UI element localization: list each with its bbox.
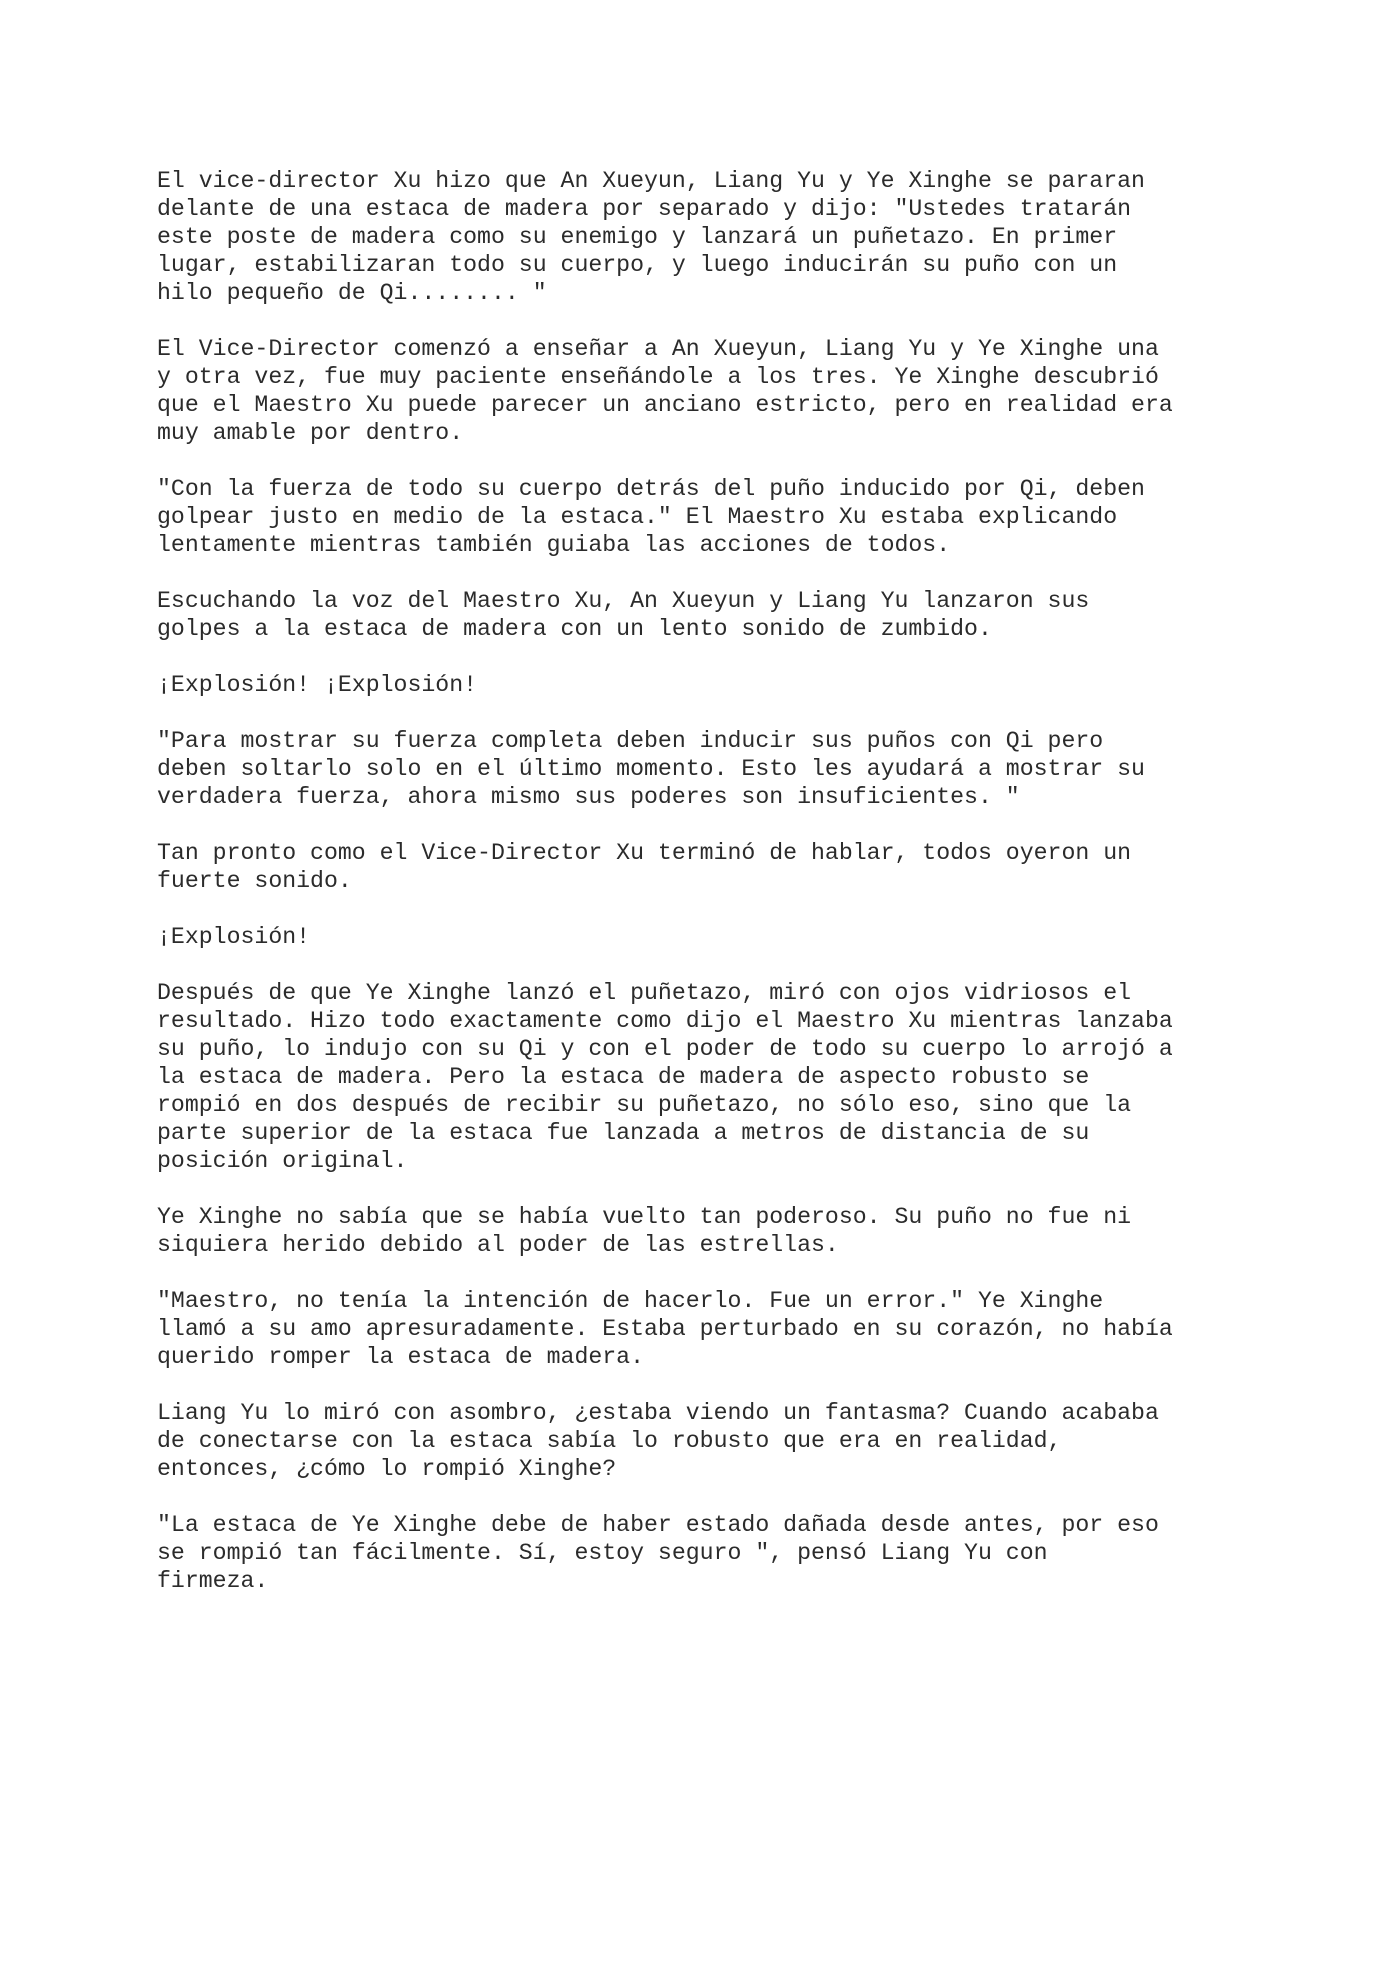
text-line: verdadera fuerza, ahora mismo sus poderes son insuficientes. " xyxy=(157,784,1020,810)
text-line: golpes a la estaca de madera con un lento sonido de zumbido. xyxy=(157,616,992,642)
text-line: "Para mostrar su fuerza completa deben inducir sus puños con Qi pero xyxy=(157,728,1104,754)
paragraph xyxy=(157,167,1267,307)
text-line: ¡Explosión! ¡Explosión! xyxy=(157,672,478,698)
paragraph xyxy=(157,727,1267,811)
text-line: El vice-director Xu hizo que An Xueyun, Liang Yu y Ye Xinghe se pararan xyxy=(157,168,1145,194)
document-body xyxy=(157,167,1267,1623)
text-line: la estaca de madera. Pero la estaca de madera de aspecto robusto se xyxy=(157,1064,1090,1090)
paragraph xyxy=(157,1399,1267,1483)
paragraph xyxy=(157,335,1267,447)
text-line: Tan pronto como el Vice-Director Xu terminó de hablar, todos oyeron un xyxy=(157,840,1132,866)
paragraph xyxy=(157,587,1267,643)
text-line: deben soltarlo solo en el último momento. Esto les ayudará a mostrar su xyxy=(157,756,1145,782)
text-line: siquiera herido debido al poder de las estrellas. xyxy=(157,1232,839,1258)
paragraph xyxy=(157,1203,1267,1259)
text-line: llamó a su amo apresuradamente. Estaba perturbado en su corazón, no había xyxy=(157,1316,1173,1342)
paragraph xyxy=(157,1511,1267,1595)
text-line: querido romper la estaca de madera. xyxy=(157,1344,645,1370)
text-line: parte superior de la estaca fue lanzada a metros de distancia de su xyxy=(157,1120,1090,1146)
text-line: Después de que Ye Xinghe lanzó el puñetazo, miró con ojos vidriosos el xyxy=(157,980,1132,1006)
text-line: que el Maestro Xu puede parecer un anciano estricto, pero en realidad era xyxy=(157,392,1173,418)
text-line: fuerte sonido. xyxy=(157,868,352,894)
text-line: posición original. xyxy=(157,1148,408,1174)
text-line: Escuchando la voz del Maestro Xu, An Xueyun y Liang Yu lanzaron sus xyxy=(157,588,1090,614)
text-line: ¡Explosión! xyxy=(157,924,311,950)
paragraph xyxy=(157,671,1267,699)
paragraph xyxy=(157,1287,1267,1371)
text-line: y otra vez, fue muy paciente enseñándole a los tres. Ye Xinghe descubrió xyxy=(157,364,1159,390)
text-line: su puño, lo indujo con su Qi y con el poder de todo su cuerpo lo arrojó a xyxy=(157,1036,1173,1062)
text-line: El Vice-Director comenzó a enseñar a An Xueyun, Liang Yu y Ye Xinghe una xyxy=(157,336,1159,362)
text-line: hilo pequeño de Qi........ " xyxy=(157,280,547,306)
text-line: resultado. Hizo todo exactamente como dijo el Maestro Xu mientras lanzaba xyxy=(157,1008,1173,1034)
text-line: golpear justo en medio de la estaca." El Maestro Xu estaba explicando xyxy=(157,504,1118,530)
text-line: firmeza. xyxy=(157,1568,269,1594)
text-line: "Maestro, no tenía la intención de hacerlo. Fue un error." Ye Xinghe xyxy=(157,1288,1104,1314)
text-line: lugar, estabilizaran todo su cuerpo, y luego inducirán su puño con un xyxy=(157,252,1118,278)
paragraph xyxy=(157,923,1267,951)
text-line: de conectarse con la estaca sabía lo robusto que era en realidad, xyxy=(157,1428,1062,1454)
text-line: muy amable por dentro. xyxy=(157,420,464,446)
text-line: "Con la fuerza de todo su cuerpo detrás del puño inducido por Qi, deben xyxy=(157,476,1145,502)
paragraph xyxy=(157,979,1267,1175)
text-line: "La estaca de Ye Xinghe debe de haber estado dañada desde antes, por eso xyxy=(157,1512,1159,1538)
text-line: lentamente mientras también guiaba las acciones de todos. xyxy=(157,532,951,558)
text-line: rompió en dos después de recibir su puñetazo, no sólo eso, sino que la xyxy=(157,1092,1132,1118)
paragraph xyxy=(157,839,1267,895)
text-line: Ye Xinghe no sabía que se había vuelto tan poderoso. Su puño no fue ni xyxy=(157,1204,1132,1230)
text-line: este poste de madera como su enemigo y lanzará un puñetazo. En primer xyxy=(157,224,1118,250)
paragraph xyxy=(157,475,1267,559)
text-line: Liang Yu lo miró con asombro, ¿estaba viendo un fantasma? Cuando acababa xyxy=(157,1400,1159,1426)
text-line: se rompió tan fácilmente. Sí, estoy seguro ", pensó Liang Yu con xyxy=(157,1540,1048,1566)
text-line: delante de una estaca de madera por separado y dijo: "Ustedes tratarán xyxy=(157,196,1132,222)
text-line: entonces, ¿cómo lo rompió Xinghe? xyxy=(157,1456,617,1482)
